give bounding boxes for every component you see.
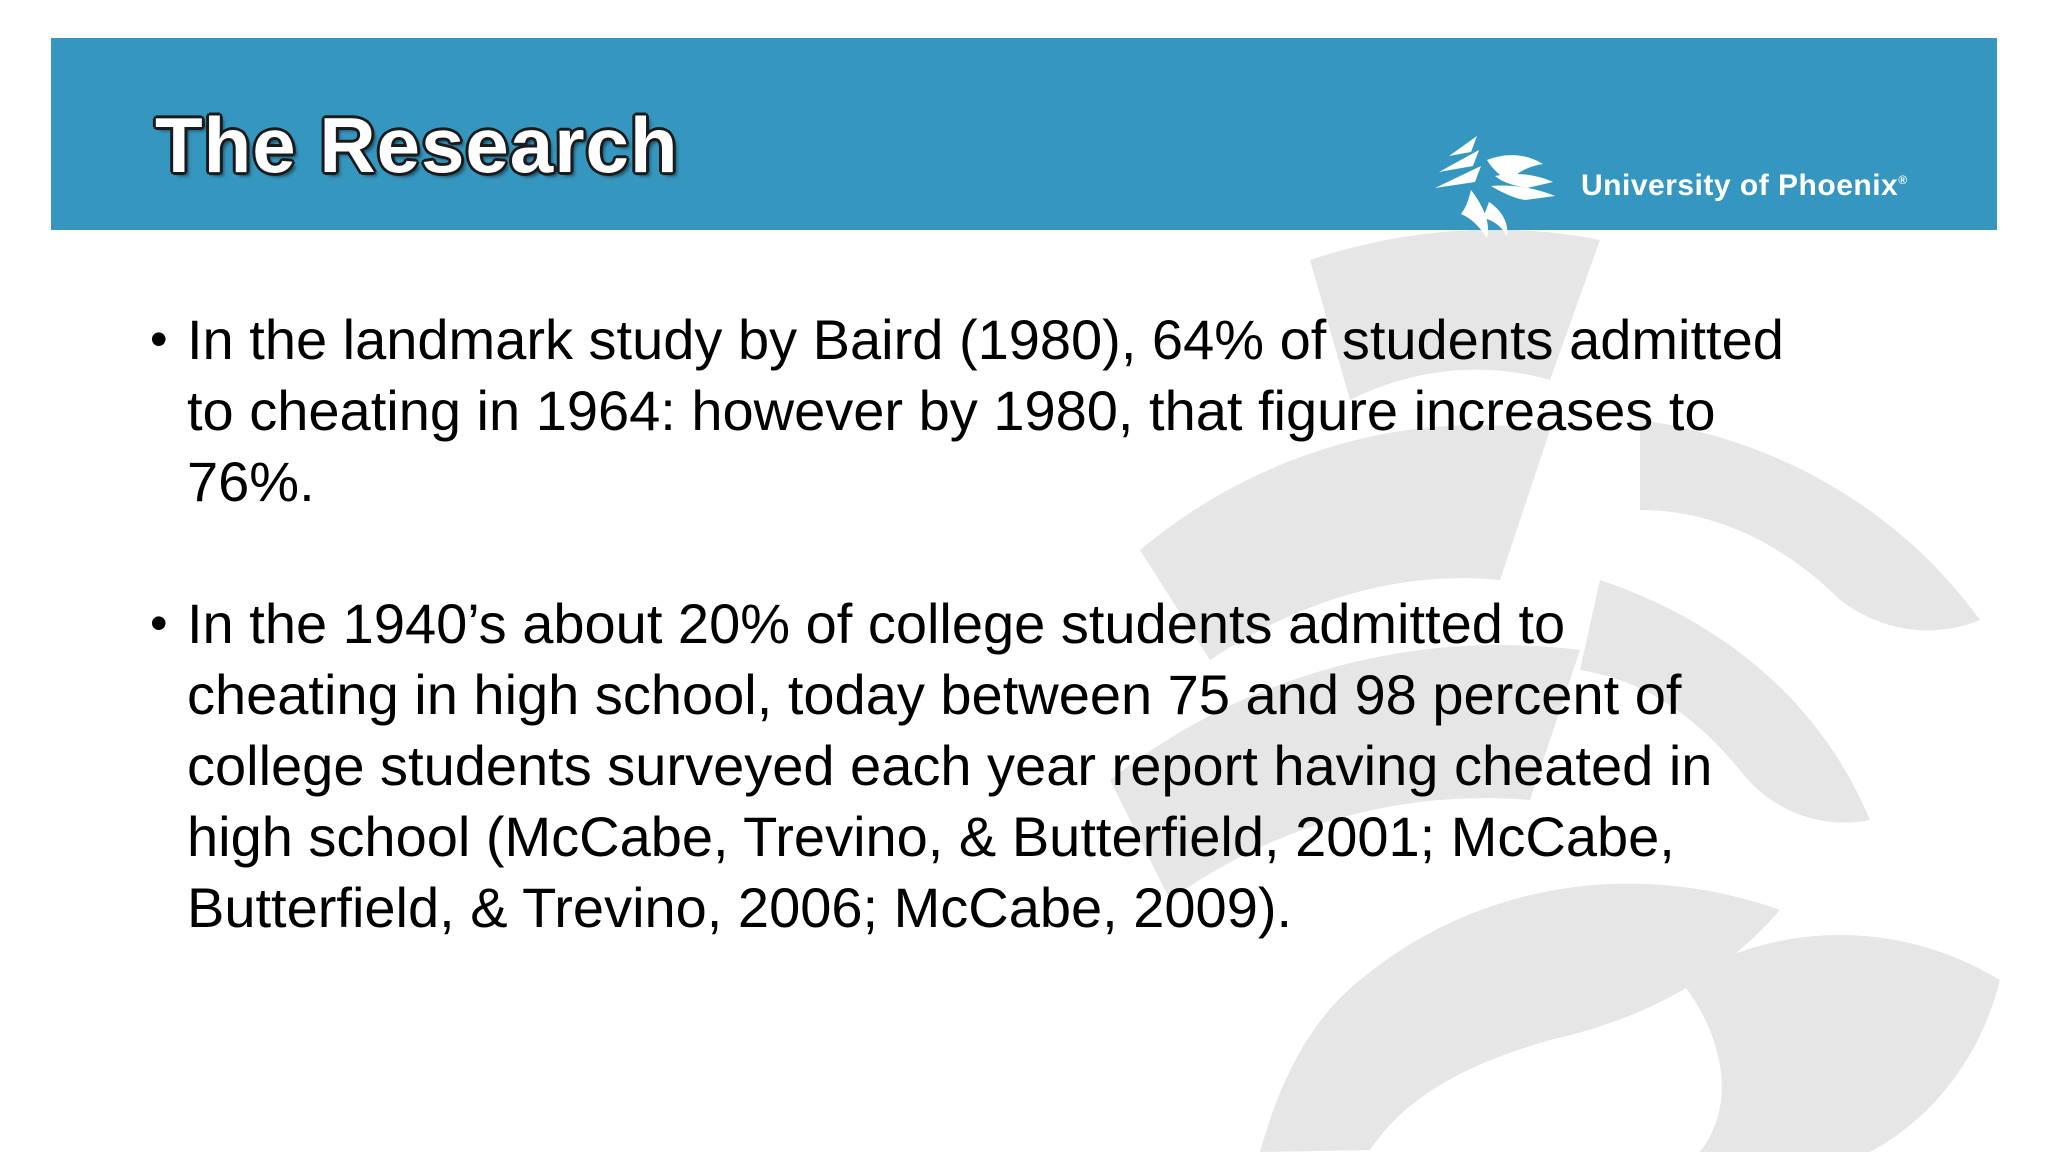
slide-title: The Research bbox=[155, 101, 679, 189]
bullet-1-line-2: to cheating in 1964: however by 1980, that figure increases to bbox=[187, 379, 1716, 442]
slide-content bbox=[150, 304, 1930, 943]
bullet-1-line-1: In the landmark study by Baird (1980), 64% of students admitted bbox=[187, 308, 1784, 371]
registered-mark: ® bbox=[1898, 173, 1908, 187]
bullet-item-1 bbox=[150, 304, 1930, 517]
header-band bbox=[51, 38, 1997, 230]
bullet-2-line-3: college students surveyed each year report having cheated in bbox=[187, 734, 1713, 797]
bullet-item-2 bbox=[150, 588, 1930, 943]
bullet-2-line-4: high school (McCabe, Trevino, & Butterfield, 2001; McCabe, bbox=[187, 805, 1675, 868]
bullet-glyph: • bbox=[150, 311, 168, 367]
bullet-2-line-1: In the 1940’s about 20% of college students admitted to bbox=[187, 592, 1566, 655]
bullet-2-line-5: Butterfield, & Trevino, 2006; McCabe, 2009). bbox=[187, 876, 1293, 939]
bullet-list bbox=[150, 304, 1930, 943]
bullet-2-line-2: cheating in high school, today between 75 and 98 percent of bbox=[187, 663, 1682, 726]
phoenix-bird-icon bbox=[1431, 130, 1571, 242]
bullet-1-line-3: 76%. bbox=[187, 450, 315, 513]
university-logo bbox=[1431, 130, 1908, 242]
logo-text: University of Phoenix® bbox=[1581, 169, 1908, 202]
bullet-glyph: • bbox=[150, 595, 168, 651]
